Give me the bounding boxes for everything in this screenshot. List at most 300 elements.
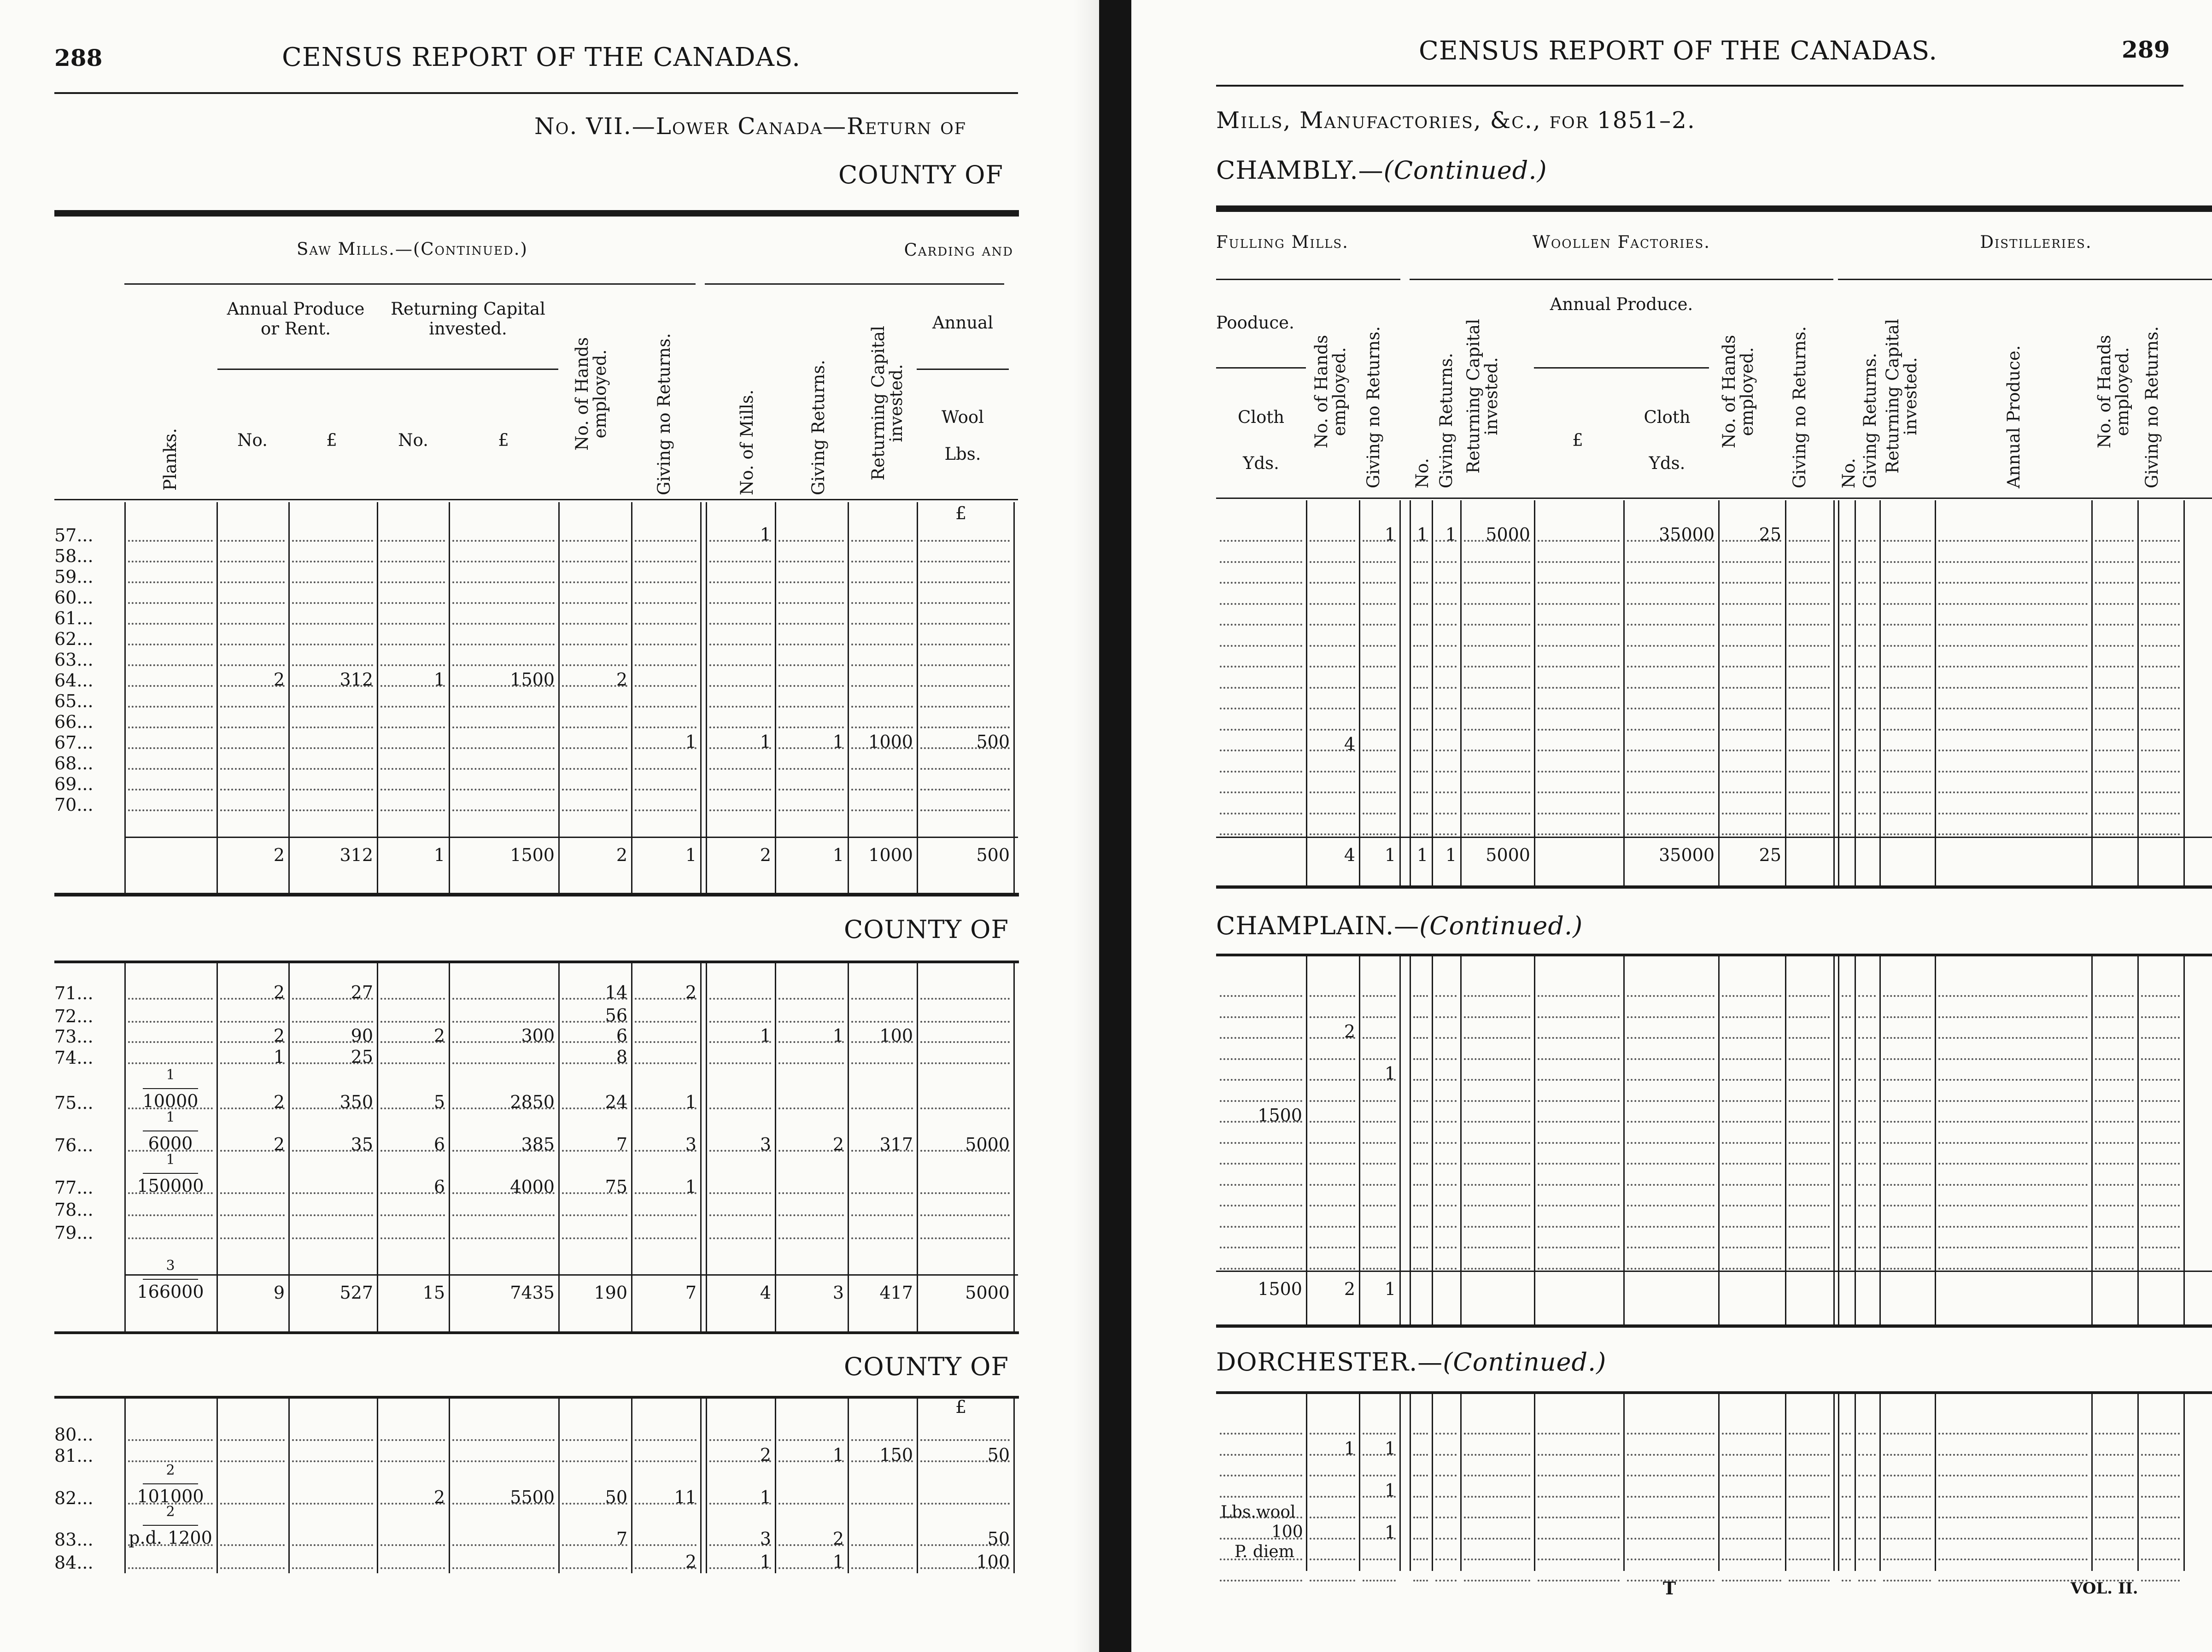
- dot-leader: [1789, 1496, 1830, 1498]
- dot-leader: [1464, 771, 1530, 773]
- dot-leader: [1538, 750, 1620, 751]
- dot-leader: [292, 1460, 373, 1462]
- dot-leader: [1722, 1121, 1781, 1123]
- dot-leader: [1435, 729, 1457, 731]
- dot-leader: [1938, 603, 2088, 605]
- dot-leader: [2095, 729, 2134, 731]
- dot-leader: [635, 1460, 696, 1462]
- dot-leader: [1220, 1496, 1302, 1498]
- dot-leader: [452, 1021, 555, 1023]
- dot-leader: [220, 747, 285, 749]
- dist-annual-produce-header: Annual Produce.: [2004, 345, 2024, 488]
- dot-leader: [709, 644, 771, 645]
- row-number: 84...: [54, 1552, 94, 1573]
- dot-leader: [1883, 687, 1931, 689]
- page-number: 288: [54, 44, 103, 71]
- dot-leader: [2141, 1121, 2180, 1123]
- dot-leader: [220, 664, 285, 666]
- dot-leader: [2141, 1247, 2180, 1248]
- dot-leader: [2095, 750, 2134, 751]
- dot-leader: [1627, 995, 1715, 997]
- cap-no-value: 6: [433, 1177, 445, 1197]
- dot-leader: [778, 1062, 844, 1064]
- dot-leader: [1883, 1037, 1931, 1039]
- dot-leader: [1722, 750, 1781, 751]
- dot-leader: [1938, 1205, 2088, 1207]
- dot-leader: [1310, 833, 1355, 835]
- hands-value: 7: [616, 1529, 627, 1549]
- dot-leader: [1858, 1517, 1876, 1518]
- dot-leader: [1363, 645, 1396, 647]
- hands-value: 25: [1759, 845, 1781, 865]
- dot-leader: [2095, 1184, 2134, 1186]
- column-rule: [775, 502, 776, 893]
- dot-leader: [1883, 1247, 1931, 1248]
- column-rule: [1785, 500, 1786, 885]
- dot-leader: [1722, 771, 1781, 773]
- dot-leader: [2141, 1037, 2180, 1039]
- column-rule: [2091, 500, 2093, 885]
- dot-leader: [1538, 1100, 1620, 1102]
- dot-leader: [1858, 603, 1876, 605]
- dot-leader: [1538, 1016, 1620, 1018]
- dot-leader: [1858, 750, 1876, 751]
- r-hdr-rule-4: [1216, 367, 1306, 369]
- table-title: No. VII.—Lower Canada—Return of: [534, 113, 967, 140]
- dot-leader: [292, 664, 373, 666]
- dot-leader: [1789, 1454, 1830, 1456]
- giving-returns-header: Giving Returns.: [808, 359, 828, 495]
- dot-leader: [1938, 1454, 2088, 1456]
- dot-leader: [2141, 1100, 2180, 1102]
- dot-leader: [380, 768, 445, 770]
- row-number: 67...: [54, 732, 94, 753]
- dot-leader: [1883, 1100, 1931, 1102]
- column-rule: [124, 502, 126, 893]
- row-number: 68...: [54, 753, 94, 773]
- dot-leader: [220, 1192, 285, 1194]
- row-number: 76...: [54, 1135, 94, 1155]
- dot-leader: [1363, 1268, 1396, 1270]
- section-2-top: [54, 961, 1019, 963]
- dot-leader: [635, 685, 696, 687]
- dot-leader: [778, 1214, 844, 1216]
- dot-leader: [1220, 1184, 1302, 1186]
- dot-leader: [1538, 687, 1620, 689]
- row-number: 61...: [54, 608, 94, 628]
- dot-leader: [1883, 1205, 1931, 1207]
- column-rule: [848, 502, 849, 893]
- giving-returns-value: 2: [832, 1134, 844, 1154]
- dot-leader: [1220, 540, 1302, 542]
- no-returns-value: 1: [685, 1092, 696, 1112]
- dot-leader: [709, 1439, 771, 1441]
- dot-leader: [1363, 1517, 1396, 1518]
- dot-leader: [1627, 1580, 1715, 1582]
- no-returns-value: 1: [685, 845, 696, 865]
- column-rule: [217, 502, 218, 893]
- dot-leader: [1842, 540, 1851, 542]
- dot-leader: [1363, 1205, 1396, 1207]
- dot-leader: [1858, 645, 1876, 647]
- dot-leader: [1363, 771, 1396, 773]
- hdr-rule-1: [124, 283, 696, 285]
- dot-leader: [2141, 645, 2180, 647]
- dot-leader: [1220, 729, 1302, 731]
- dot-leader: [220, 789, 285, 791]
- wf-annual-produce-header: Annual Produce.: [1550, 294, 1693, 314]
- dot-leader: [1722, 1247, 1781, 1248]
- no-returns-value: 2: [685, 1552, 696, 1572]
- column-rule: [1534, 500, 1535, 885]
- dot-leader: [1220, 708, 1302, 709]
- dot-leader: [1435, 1142, 1457, 1144]
- dot-leader: [1858, 708, 1876, 709]
- dot-leader: [1220, 750, 1302, 751]
- dot-leader: [1789, 582, 1830, 584]
- prod-pound-value: 35: [351, 1134, 373, 1154]
- dot-leader: [1538, 833, 1620, 835]
- dot-leader: [1938, 1268, 2088, 1270]
- saw-mills-header: Saw Mills.—(Continued.): [297, 239, 528, 259]
- returning-capital-header: Returning Capital invested.: [391, 299, 545, 339]
- header-rule: [54, 92, 1018, 94]
- dot-leader: [2095, 1475, 2134, 1476]
- dot-leader: [1627, 1454, 1715, 1456]
- dot-leader: [1310, 1496, 1355, 1498]
- dot-leader: [1310, 1163, 1355, 1165]
- dot-leader: [1464, 1247, 1530, 1248]
- dot-leader: [1842, 624, 1851, 626]
- dot-leader: [452, 623, 555, 625]
- dot-leader: [2141, 1580, 2180, 1582]
- column-rule: [1460, 956, 1462, 1324]
- dot-leader: [1413, 750, 1428, 751]
- column-rule: [1935, 956, 1936, 1324]
- dot-leader: [1627, 833, 1715, 835]
- column-rule: [1785, 1394, 1786, 1571]
- county-head-3: COUNTY OF: [844, 1352, 1009, 1381]
- dot-leader: [920, 1237, 1010, 1239]
- dot-leader: [1789, 1517, 1830, 1518]
- dot-leader: [1883, 1538, 1931, 1540]
- champlain-top: [1216, 954, 2212, 956]
- dot-leader: [1538, 1580, 1620, 1582]
- prod-no-value: 2: [273, 1134, 285, 1154]
- dot-leader: [1627, 1142, 1715, 1144]
- dot-leader: [292, 540, 373, 542]
- dot-leader: [128, 1237, 213, 1239]
- dot-leader: [1842, 1184, 1851, 1186]
- dot-leader: [1789, 1037, 1830, 1039]
- dot-leader: [1627, 1496, 1715, 1498]
- dot-leader: [128, 602, 213, 604]
- column-rule: [848, 1399, 849, 1573]
- column-rule: [1534, 1394, 1535, 1571]
- wool-value: 5000: [965, 1134, 1010, 1154]
- dot-leader: [1220, 1142, 1302, 1144]
- county-head-1: COUNTY OF: [838, 160, 1003, 189]
- dot-leader: [128, 998, 213, 1000]
- wool-value: 100: [976, 1552, 1010, 1572]
- hands-value: 6: [616, 1025, 627, 1046]
- dot-leader: [709, 1237, 771, 1239]
- dot-leader: [2141, 1558, 2180, 1560]
- left-page: [0, 0, 1096, 1652]
- dot-leader: [2141, 1163, 2180, 1165]
- cloth-value: 1500: [1258, 1105, 1302, 1125]
- annual-produce-header: Annual Produce or Rent.: [227, 299, 365, 339]
- row-number: 64...: [54, 670, 94, 691]
- wf-no-returns-header: Giving no Returns.: [1790, 326, 1809, 488]
- prod-no-value: 2: [273, 982, 285, 1002]
- section-1-bottom: [54, 893, 1019, 896]
- dot-leader: [1413, 1121, 1428, 1123]
- dot-leader: [1858, 1268, 1876, 1270]
- dot-leader: [128, 1439, 213, 1441]
- dot-leader: [292, 706, 373, 708]
- dot-leader: [1938, 624, 2088, 626]
- dot-leader: [1435, 995, 1457, 997]
- signature-mark: T: [1663, 1578, 1676, 1599]
- dot-leader: [920, 561, 1010, 562]
- dot-leader: [1413, 995, 1428, 997]
- column-rule: [1879, 1394, 1881, 1571]
- dot-leader: [1883, 1226, 1931, 1228]
- dot-leader: [1627, 1079, 1715, 1081]
- dot-leader: [1789, 729, 1830, 731]
- dot-leader: [1413, 1037, 1428, 1039]
- dot-leader: [1938, 687, 2088, 689]
- dot-leader: [851, 540, 913, 542]
- dot-leader: [635, 623, 696, 625]
- column-rule: [1718, 1394, 1720, 1571]
- dot-leader: [380, 789, 445, 791]
- dot-leader: [1858, 791, 1876, 793]
- champlain-title: CHAMPLAIN.—(Continued.): [1216, 911, 1583, 940]
- dot-leader: [1310, 1517, 1355, 1518]
- hands-value: 190: [594, 1283, 627, 1303]
- dot-leader: [1883, 833, 1931, 835]
- dot-leader: [635, 1237, 696, 1239]
- dot-leader: [1435, 1037, 1457, 1039]
- dot-leader: [778, 1237, 844, 1239]
- dot-leader: [1627, 1268, 1715, 1270]
- dot-leader: [1842, 791, 1851, 793]
- dot-leader: [452, 809, 555, 811]
- dot-leader: [2095, 1580, 2134, 1582]
- dot-leader: [2141, 1496, 2180, 1498]
- dot-leader: [2141, 1205, 2180, 1207]
- dot-leader: [1842, 1454, 1851, 1456]
- dot-leader: [1842, 687, 1851, 689]
- dot-leader: [1435, 1226, 1457, 1228]
- column-rule: [700, 963, 702, 1331]
- dot-leader: [1789, 1205, 1830, 1207]
- no-mills-value: 2: [760, 845, 771, 865]
- dot-leader: [1464, 624, 1530, 626]
- row-number: 75...: [54, 1093, 94, 1113]
- dot-leader: [1310, 1100, 1355, 1102]
- dot-leader: [562, 1214, 627, 1216]
- dot-leader: [562, 581, 627, 583]
- dot-leader: [1220, 1100, 1302, 1102]
- dot-leader: [1363, 813, 1396, 814]
- dot-leader: [1413, 1079, 1428, 1081]
- fm-hands-value: 2: [1344, 1021, 1355, 1042]
- dot-leader: [851, 1544, 913, 1546]
- dot-leader: [1883, 540, 1931, 542]
- dot-leader: [635, 644, 696, 645]
- dot-leader: [1363, 729, 1396, 731]
- planks-fraction-denominator: 10000: [142, 1091, 199, 1111]
- dot-leader: [1464, 1496, 1530, 1498]
- dot-leader: [1220, 645, 1302, 647]
- cap-no-value: 6: [433, 1134, 445, 1154]
- hundred-label: 100: [1271, 1523, 1303, 1541]
- dot-leader: [1883, 1580, 1931, 1582]
- dot-leader: [452, 1062, 555, 1064]
- prod-pound-value: 527: [339, 1283, 373, 1303]
- dot-leader: [380, 726, 445, 728]
- dot-leader: [1464, 1268, 1530, 1270]
- dot-leader: [1789, 1079, 1830, 1081]
- dot-leader: [128, 1062, 213, 1064]
- dot-leader: [128, 1567, 213, 1569]
- book-gutter: [1099, 0, 1131, 1652]
- row-number: 83...: [54, 1529, 94, 1550]
- cap-pound-value: 1500: [510, 669, 555, 690]
- dot-leader: [851, 623, 913, 625]
- dot-leader: [1310, 540, 1355, 542]
- dot-leader: [1220, 833, 1302, 835]
- column-rule: [2137, 500, 2139, 885]
- dot-leader: [1789, 1142, 1830, 1144]
- dot-leader: [635, 1041, 696, 1043]
- dot-leader: [2095, 645, 2134, 647]
- dot-leader: [709, 1192, 771, 1194]
- dot-leader: [1310, 791, 1355, 793]
- dot-leader: [1363, 791, 1396, 793]
- dot-leader: [1789, 1184, 1830, 1186]
- dot-leader: [1789, 1475, 1830, 1476]
- dot-leader: [1883, 1517, 1931, 1518]
- fm-no-returns-header: Giving no Returns.: [1363, 326, 1383, 488]
- no-mills-value: 2: [760, 1445, 771, 1465]
- dot-leader: [220, 540, 285, 542]
- dot-leader: [380, 747, 445, 749]
- dot-leader: [1627, 1184, 1715, 1186]
- dot-leader: [851, 1237, 913, 1239]
- column-rule: [1855, 956, 1856, 1324]
- dot-leader: [1413, 729, 1428, 731]
- dot-leader: [920, 809, 1010, 811]
- dot-leader: [1627, 624, 1715, 626]
- dot-leader: [1627, 687, 1715, 689]
- dot-leader: [1722, 1268, 1781, 1270]
- dot-leader: [1722, 582, 1781, 584]
- dot-leader: [1413, 687, 1428, 689]
- dot-leader: [1627, 645, 1715, 647]
- giving-returns-value: 1: [832, 845, 844, 865]
- lbs-wool-label: Lbs.wool: [1221, 1503, 1296, 1522]
- dot-leader: [2141, 540, 2180, 542]
- dot-leader: [1538, 666, 1620, 668]
- total-rule: [1216, 1271, 2212, 1272]
- dot-leader: [851, 706, 913, 708]
- dot-leader: [2141, 708, 2180, 709]
- column-rule: [217, 1399, 218, 1573]
- dot-leader: [1789, 1226, 1830, 1228]
- dot-leader: [292, 644, 373, 645]
- dot-leader: [1413, 1226, 1428, 1228]
- dot-leader: [1722, 666, 1781, 668]
- dot-leader: [1858, 833, 1876, 835]
- dot-leader: [709, 789, 771, 791]
- dot-leader: [452, 561, 555, 562]
- dot-leader: [1363, 833, 1396, 835]
- r-hdr-rule-2: [1410, 279, 1833, 280]
- dot-leader: [1858, 1475, 1876, 1476]
- wool-header: Wool: [942, 407, 984, 427]
- dot-leader: [1220, 1433, 1302, 1435]
- dot-leader: [709, 623, 771, 625]
- fraction-bar: [143, 1483, 198, 1484]
- dot-leader: [920, 602, 1010, 604]
- dot-leader: [851, 726, 913, 728]
- dot-leader: [220, 1544, 285, 1546]
- dot-leader: [2095, 1037, 2134, 1039]
- column-rule: [1399, 956, 1401, 1324]
- dot-leader: [1722, 603, 1781, 605]
- dot-leader: [1722, 1558, 1781, 1560]
- dot-leader: [128, 1021, 213, 1023]
- dot-leader: [1310, 1121, 1355, 1123]
- dot-leader: [1938, 1121, 2088, 1123]
- dot-leader: [2141, 1454, 2180, 1456]
- dot-leader: [1538, 1475, 1620, 1476]
- dot-leader: [1789, 1580, 1830, 1582]
- dot-leader: [1883, 750, 1931, 751]
- dot-leader: [2095, 1268, 2134, 1270]
- dot-leader: [1220, 687, 1302, 689]
- dot-leader: [1538, 708, 1620, 709]
- dot-leader: [1883, 1496, 1931, 1498]
- dot-leader: [1435, 1205, 1457, 1207]
- dot-leader: [380, 561, 445, 562]
- column-rule: [700, 1399, 702, 1573]
- dot-leader: [292, 1567, 373, 1569]
- column-rule: [1838, 500, 1839, 885]
- giving-returns-value: 1: [832, 732, 844, 752]
- hands-value: 75: [605, 1177, 627, 1197]
- dot-leader: [1310, 1268, 1355, 1270]
- dot-leader: [1883, 666, 1931, 668]
- dot-leader: [635, 1021, 696, 1023]
- prod-no-value: 9: [273, 1283, 285, 1303]
- dot-leader: [1938, 1247, 2088, 1248]
- dot-leader: [380, 1544, 445, 1546]
- dot-leader: [1538, 1226, 1620, 1228]
- dot-leader: [1413, 1163, 1428, 1165]
- dot-leader: [452, 602, 555, 604]
- cloth-value: 1500: [1258, 1279, 1302, 1299]
- dot-leader: [562, 789, 627, 791]
- dot-leader: [220, 1214, 285, 1216]
- dot-leader: [709, 1107, 771, 1109]
- dot-leader: [778, 561, 844, 562]
- dot-leader: [1310, 1079, 1355, 1081]
